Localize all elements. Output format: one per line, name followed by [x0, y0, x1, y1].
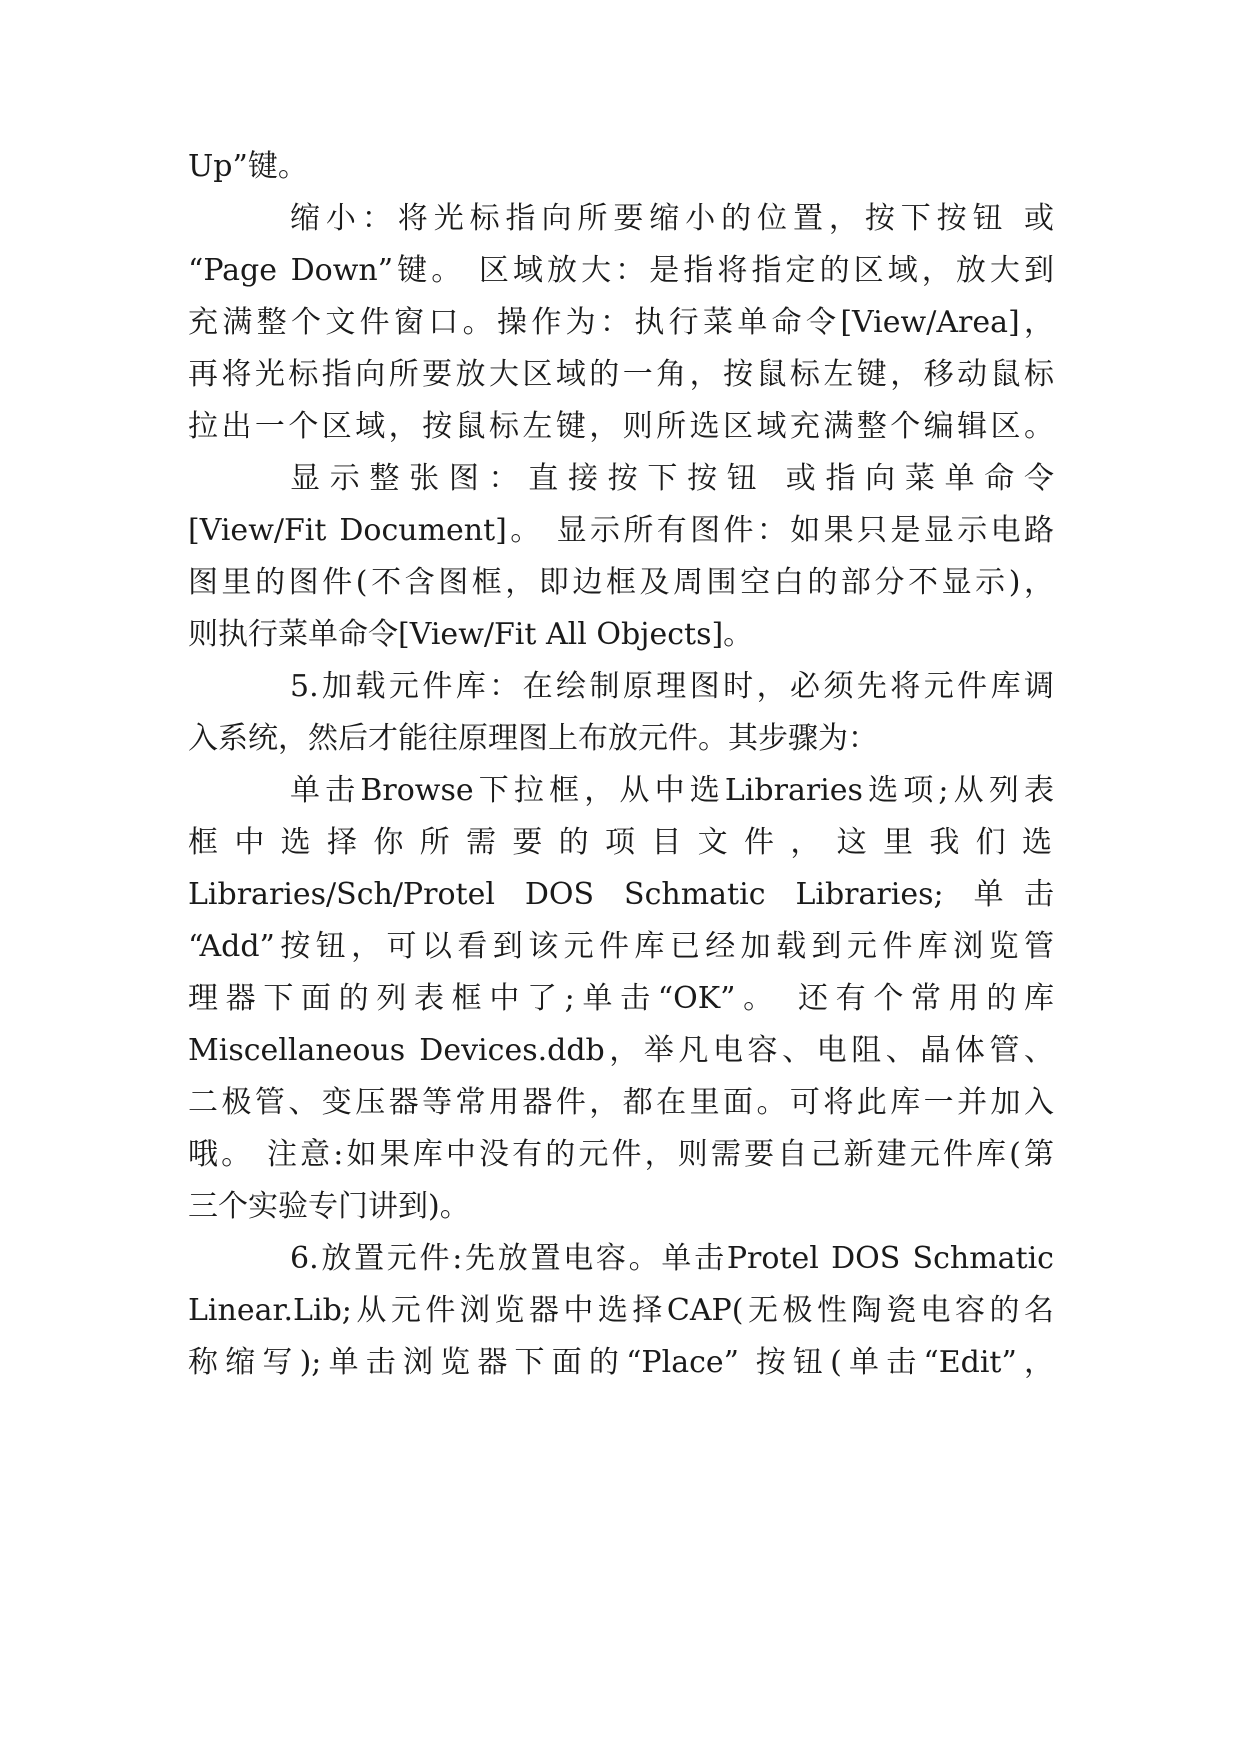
text-line: 称缩写);单击浏览器下面的“Place” 按钮(单击“Edit”，	[188, 1345, 1054, 1380]
text-line: 理器下面的列表框中了;单击“OK”。 还有个常用的库	[188, 981, 1054, 1016]
text-line: 二极管、变压器等常用器件，都在里面。可将此库一并加入	[188, 1085, 1054, 1120]
text-line: 入系统，然后才能往原理图上布放元件。其步骤为：	[188, 721, 878, 756]
text-line: 框中选择你所需要的项目文件，这里我们选	[188, 825, 1054, 860]
text-line: 缩小：将光标指向所要缩小的位置，按下按钮 或	[290, 201, 1054, 236]
text-line: Libraries/Sch/Protel DOS Schmatic Libraries; 单击	[188, 877, 1054, 912]
text-line: 再将光标指向所要放大区域的一角，按鼠标左键，移动鼠标	[188, 357, 1054, 392]
text-line: 图里的图件(不含图框，即边框及周围空白的部分不显示)，	[188, 565, 1054, 600]
text-line: 拉出一个区域，按鼠标左键，则所选区域充满整个编辑区。	[188, 409, 1054, 444]
text-line: 哦。 注意:如果库中没有的元件，则需要自己新建元件库(第	[188, 1137, 1054, 1172]
text-line: Linear.Lib;从元件浏览器中选择CAP(无极性陶瓷电容的名	[188, 1293, 1054, 1328]
text-line: 6.放置元件:先放置电容。单击Protel DOS Schmatic	[290, 1241, 1054, 1276]
text-line: 显示整张图：直接按下按钮 或指向菜单命令	[290, 461, 1054, 496]
text-line: Up”键。	[188, 149, 308, 184]
text-line: [View/Fit Document]。 显示所有图件：如果只是显示电路	[188, 513, 1054, 548]
text-line: “Page Down”键。 区域放大：是指将指定的区域，放大到	[188, 253, 1054, 288]
text-line: Miscellaneous Devices.ddb，举凡电容、电阻、晶体管、	[188, 1033, 1054, 1068]
text-line: 5.加载元件库：在绘制原理图时，必须先将元件库调	[290, 669, 1054, 704]
text-line: 单击Browse下拉框，从中选Libraries选项;从列表	[290, 773, 1054, 808]
text-line: 则执行菜单命令[View/Fit All Objects]。	[188, 617, 754, 652]
text-line: 充满整个文件窗口。操作为：执行菜单命令[View/Area]，	[188, 305, 1054, 340]
text-line: 三个实验专门讲到)。	[188, 1189, 470, 1224]
text-line: “Add”按钮，可以看到该元件库已经加载到元件库浏览管	[188, 929, 1054, 964]
